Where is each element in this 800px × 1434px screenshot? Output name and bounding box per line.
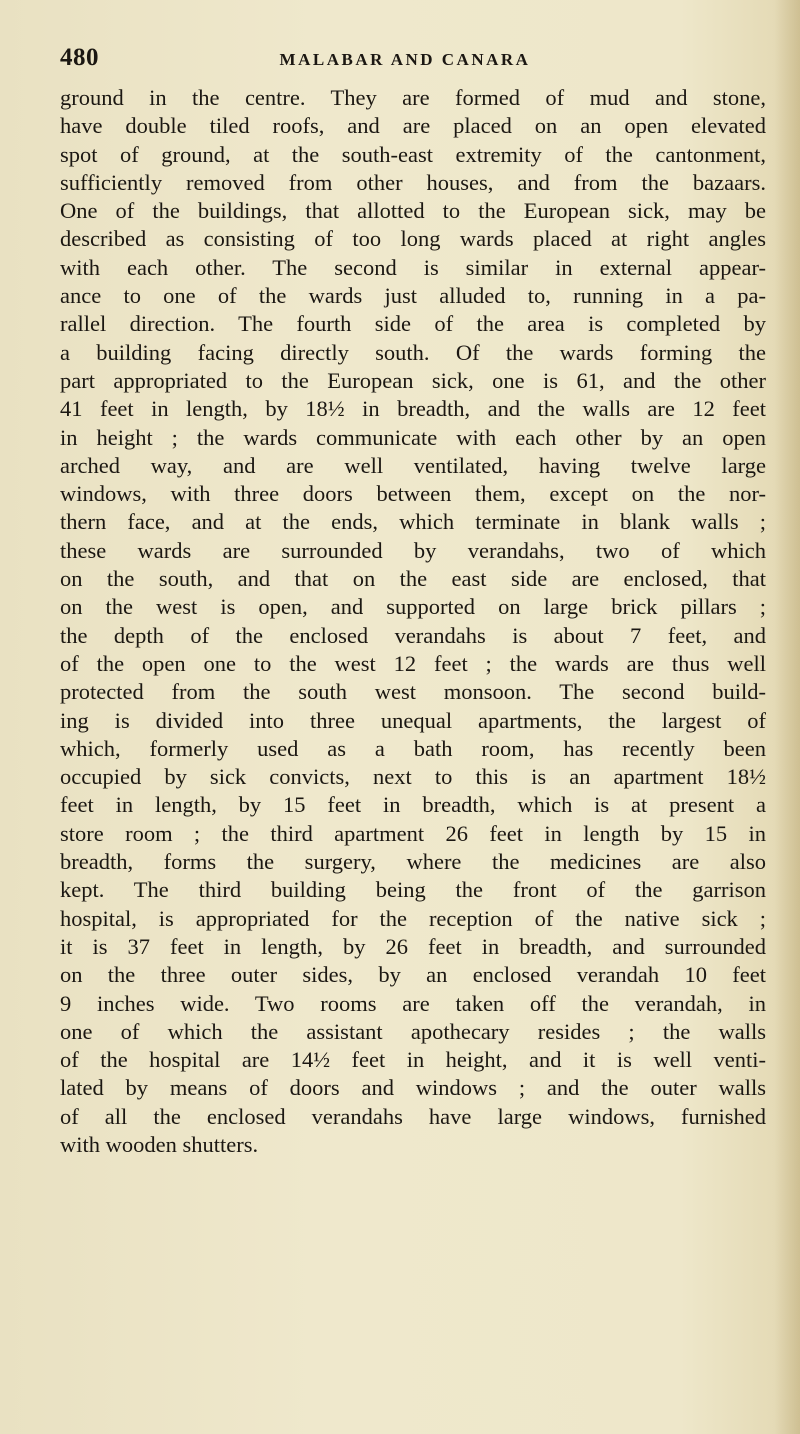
text-line: One of the buildings, that allotted to the European sick, may be <box>60 198 766 224</box>
text-line: on the three outer sides, by an enclosed verandah 10 feet <box>60 962 766 988</box>
text-line: with each other. The second is similar in external appear- <box>60 254 766 280</box>
body-text <box>60 84 766 1159</box>
text-line: 9 inches wide. Two rooms are taken off the verandah, in <box>60 990 766 1016</box>
text-line: of all the enclosed verandahs have large windows, furnished <box>60 1103 766 1129</box>
page-header <box>60 44 750 80</box>
text-line: on the west is open, and supported on large brick pillars ; <box>60 594 766 620</box>
text-line: part appropriated to the European sick, one is 61, and the other <box>60 367 766 393</box>
text-line: which, formerly used as a bath room, has recently been <box>60 735 766 761</box>
text-line: described as consisting of too long wards placed at right angles <box>60 226 766 252</box>
page-edge-shadow <box>774 0 800 1434</box>
text-line: feet in length, by 15 feet in breadth, which is at present a <box>60 792 766 818</box>
text-line: of the hospital are 14½ feet in height, and it is well venti- <box>60 1047 766 1073</box>
text-line: windows, with three doors between them, except on the nor- <box>60 481 766 507</box>
text-line: 41 feet in length, by 18½ in breadth, and the walls are 12 feet <box>60 396 766 422</box>
text-line: spot of ground, at the south-east extremity of the cantonment, <box>60 141 766 167</box>
running-head: MALABAR AND CANARA <box>279 50 531 69</box>
text-line: a building facing directly south. Of the wards forming the <box>60 339 766 365</box>
text-line: kept. The third building being the front of the garrison <box>60 877 766 903</box>
text-line: the depth of the enclosed verandahs is about 7 feet, and <box>60 622 766 648</box>
text-line: ance to one of the wards just alluded to, running in a pa- <box>60 283 766 309</box>
text-line: with wooden shutters. <box>60 1131 259 1157</box>
text-line: ground in the centre. They are formed of mud and stone, <box>60 85 766 110</box>
text-line: of the open one to the west 12 feet ; the wards are thus well <box>60 650 766 676</box>
text-line: it is 37 feet in length, by 26 feet in breadth, and surrounded <box>60 933 766 959</box>
text-line: have double tiled roofs, and are placed on an open elevated <box>60 113 766 139</box>
text-line: hospital, is appropriated for the reception of the native sick ; <box>60 905 766 931</box>
text-line: thern face, and at the ends, which terminate in blank walls ; <box>60 509 766 535</box>
text-line: store room ; the third apartment 26 feet in length by 15 in <box>60 820 766 846</box>
text-line: lated by means of doors and windows ; and the outer walls <box>60 1075 766 1101</box>
text-line: in height ; the wards communicate with each other by an open <box>60 424 766 450</box>
text-line: arched way, and are well ventilated, having twelve large <box>60 452 766 478</box>
text-line: occupied by sick convicts, next to this is an apartment 18½ <box>60 764 766 790</box>
text-line: breadth, forms the surgery, where the medicines are also <box>60 849 766 875</box>
text-line: protected from the south west monsoon. The second build- <box>60 679 766 705</box>
page-number: 480 <box>60 44 99 71</box>
text-line: ing is divided into three unequal apartments, the largest of <box>60 707 766 733</box>
text-line: one of which the assistant apothecary resides ; the walls <box>60 1018 766 1044</box>
text-line: sufficiently removed from other houses, and from the bazaars. <box>60 169 766 195</box>
text-line: rallel direction. The fourth side of the area is completed by <box>60 311 766 337</box>
text-line: on the south, and that on the east side are enclosed, that <box>60 566 766 592</box>
text-line: these wards are surrounded by verandahs, two of which <box>60 537 766 563</box>
